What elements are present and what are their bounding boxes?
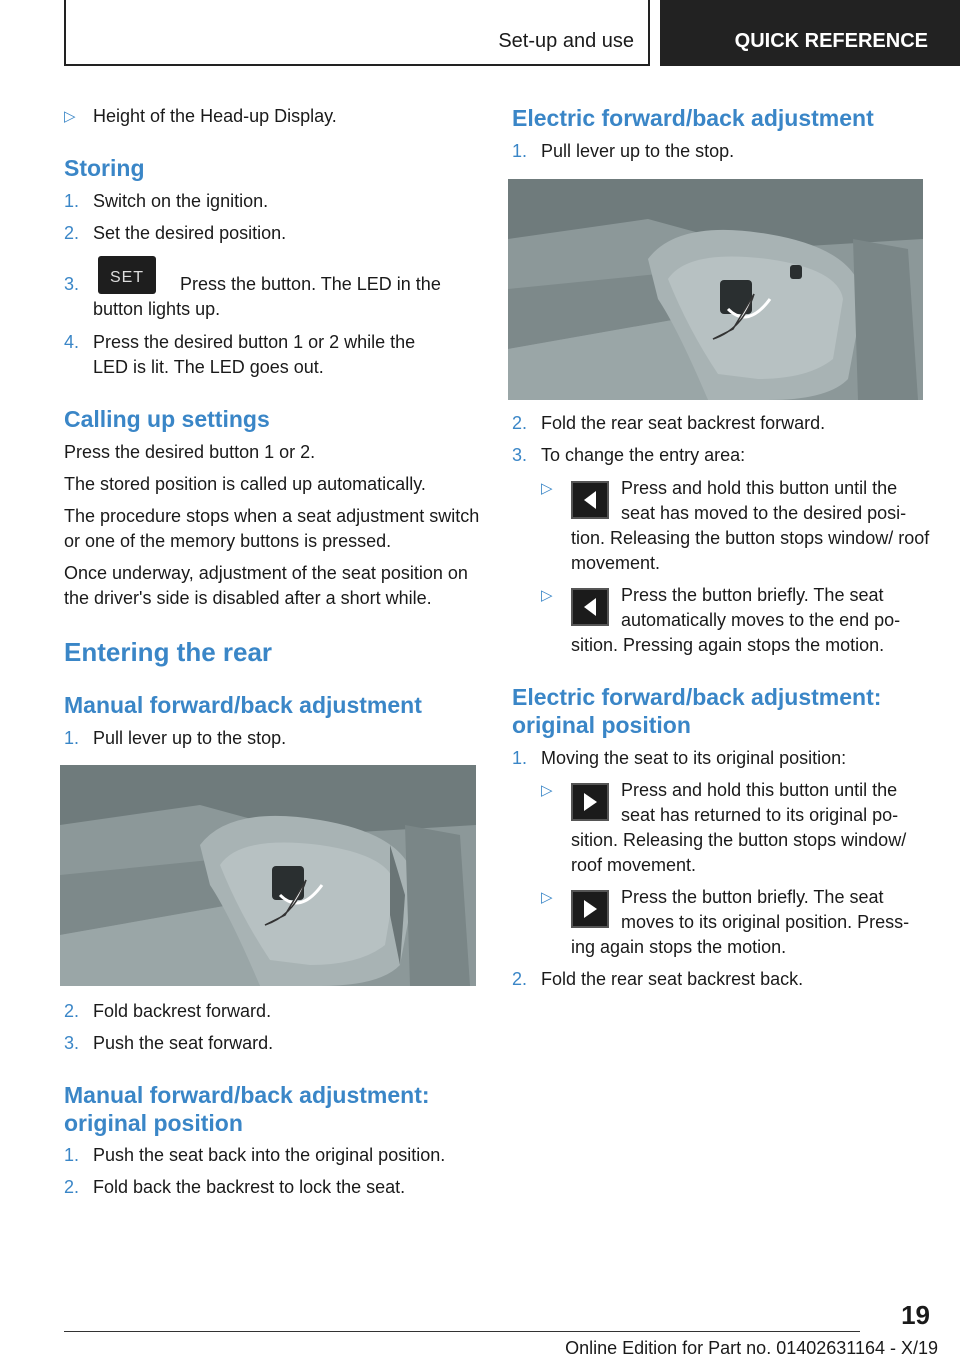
manual-heading: Manual forward/back adjustment [64,692,422,718]
storing-step: 3. SET Press the button. The LED in the button lights up. [64,256,480,326]
electric-original-heading: Electric forward/back adjustment: original position [512,684,882,738]
bullet-triangle-icon: ▷ [64,108,76,125]
manual-step: 3. Push the seat forward. [64,1033,274,1053]
manual-original-heading: Manual forward/back adjustment: original position [64,1082,430,1136]
bullet-triangle-icon: ▷ [541,889,553,906]
edition-text: Online Edition for Part no. 01402631164 - X/19 [565,1338,938,1358]
forward-arrow-icon [571,890,609,928]
intro-bullet-item [64,104,480,129]
set-button-icon: SET [98,256,156,294]
storing-step: 2. Set the desired position. [64,223,287,243]
electric-sub-item: ▷ Press the button briefly. The seat automatically moves to the end po-sition. Pressing again stops the motion. [541,585,901,655]
calling-paragraph: Press the desired button 1 or 2. [64,442,316,462]
electric-heading: Electric forward/back adjustment [512,105,874,131]
footer-divider [64,1331,860,1332]
back-arrow-icon [571,481,609,519]
manual-step: 2. Fold backrest forward. [64,1001,272,1021]
header-section-box [64,0,650,66]
manual-original-step: 1. Push the seat back into the original position. [64,1145,446,1165]
calling-paragraph: The procedure stops when a seat adjustment switch or one of the memory buttons is pressed. [64,506,480,551]
calling-heading: Calling up settings [64,406,270,432]
calling-paragraph: Once underway, adjustment of the seat position on the driver's side is disabled after a short while. [64,563,468,608]
electric-step: 1. Pull lever up to the stop. [512,141,735,161]
storing-step: 1. Switch on the ignition. [64,191,269,211]
header-chapter-box [660,0,960,66]
back-arrow-icon [571,588,609,626]
manual-step: 1. Pull lever up to the stop. [64,728,287,748]
electric-sub-item: ▷ Press and hold this button until the seat has moved to the desired posi-tion. Releasing the button stops window/ roof movement. [541,478,930,573]
calling-paragraph: The stored position is called up automatically. [64,474,426,494]
page-number: 19 [901,1300,930,1330]
bullet-triangle-icon: ▷ [541,782,553,799]
forward-arrow-icon [571,783,609,821]
manual-original-step: 2. Fold back the backrest to lock the seat. [64,1177,406,1197]
rear-seat-lever-photo [508,179,923,400]
electric-step: 3. To change the entry area: [512,445,746,465]
electric-original-sub-item: ▷ Press the button briefly. The seat moves to its original position. Press-ing again stops the motion. [541,887,910,957]
electric-original-step: 1. Moving the seat to its original position: [512,748,847,768]
intro-bullet-text: Height of the Head-up Display. [93,106,337,126]
electric-original-step: 2. Fold the rear seat backrest back. [512,969,804,989]
header-chapter-title: QUICK REFERENCE [734,30,928,52]
entering-heading: Entering the rear [64,637,273,667]
storing-step: 4. Press the desired button 1 or 2 while the LED is lit. The LED goes out. [64,332,416,377]
storing-heading: Storing [64,155,145,181]
bullet-triangle-icon: ▷ [541,587,553,604]
bullet-triangle-icon: ▷ [541,480,553,497]
rear-seat-lever-photo [60,765,476,986]
header-section-title: Set-up and use [498,30,634,52]
electric-original-sub-item: ▷ Press and hold this button until the seat has returned to its original po-sition. Releasing the button stops window/ roof movement. [541,780,907,875]
electric-step: 2. Fold the rear seat backrest forward. [512,413,826,433]
